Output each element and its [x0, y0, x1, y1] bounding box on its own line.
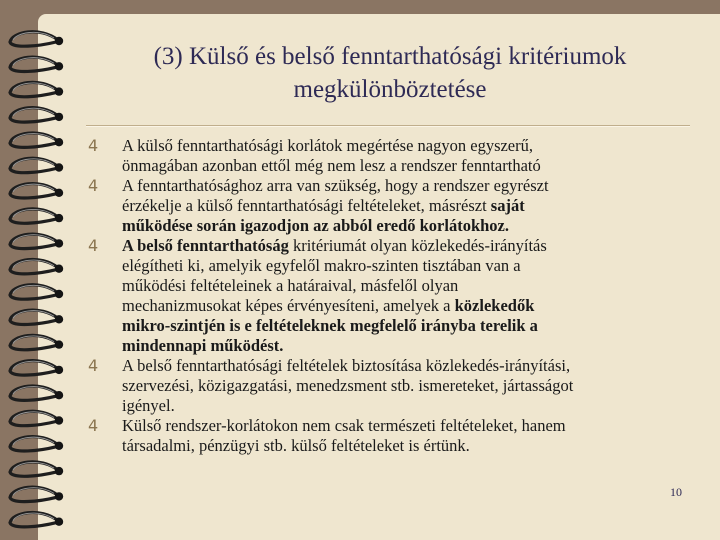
binding-hole — [55, 467, 63, 475]
bullet-line: működési feltételeinek a határaival, másfelől olyan — [122, 276, 459, 295]
binding-ring — [10, 462, 58, 476]
binding-hole — [55, 518, 63, 526]
bullet-item-4 — [88, 356, 680, 416]
bullet-line — [122, 236, 680, 256]
binding-ring — [10, 335, 58, 349]
bullet-item-1 — [88, 136, 680, 176]
binding-ring — [10, 487, 58, 501]
page-number: 10 — [670, 485, 682, 499]
bullet-emphasis: saját — [490, 196, 525, 215]
title-divider — [86, 125, 690, 127]
binding-ring — [10, 209, 58, 223]
bullet-marker-icon: 4 — [88, 176, 99, 195]
slide-title — [80, 40, 700, 106]
bullet-line: A külső fenntarthatósági korlátok megértése nagyon egyszerű, — [122, 136, 534, 155]
binding-ring — [10, 259, 58, 273]
bullet-line: társadalmi, pénzügyi stb. külső feltételeket is értünk. — [122, 436, 470, 455]
binding-ring — [10, 32, 58, 46]
bullet-text: kritériumát olyan közlekedés-irányítás — [288, 236, 547, 255]
bullet-item-2 — [88, 176, 680, 236]
bullet-line — [122, 196, 680, 216]
binding-ring — [10, 386, 58, 400]
binding-ring — [10, 82, 58, 96]
bullet-item-5 — [88, 416, 680, 456]
bullet-line: mikro-szintjén is e feltételeknek megfelelő irányba terelik a — [122, 316, 538, 335]
binding-ring — [10, 184, 58, 198]
binding-ring — [10, 234, 58, 248]
binding-ring — [10, 310, 58, 324]
binding-ring — [10, 437, 58, 451]
binding-hole — [55, 189, 63, 197]
binding-hole — [55, 37, 63, 45]
binding-hole — [55, 391, 63, 399]
title-line-1: (3) Külső és belső fenntarthatósági kritériumok — [153, 43, 627, 70]
bullet-marker-icon: 4 — [88, 356, 99, 375]
binding-hole — [55, 492, 63, 500]
binding-ring — [10, 57, 58, 71]
bullet-list — [88, 136, 680, 456]
bullet-line: A fenntarthatósághoz arra van szükség, hogy a rendszer egyrészt — [122, 176, 549, 195]
bullet-text: érzékelje a külső fenntarthatósági feltételeket, másrészt — [122, 196, 491, 215]
binding-ring — [10, 411, 58, 425]
bullet-line: elégítheti ki, amelyik egyfelől makro-szinten tisztában van a — [122, 256, 521, 275]
spiral-binding — [0, 0, 80, 540]
bullet-line — [122, 296, 680, 316]
bullet-marker-icon: 4 — [88, 236, 99, 255]
bullet-line: Külső rendszer-korlátokon nem csak természeti feltételeket, hanem — [122, 416, 566, 435]
binding-hole — [55, 442, 63, 450]
binding-hole — [55, 62, 63, 70]
binding-ring — [10, 361, 58, 375]
binding-ring — [10, 512, 58, 526]
binding-hole — [55, 214, 63, 222]
bullet-marker-icon: 4 — [88, 416, 99, 435]
bullet-line: igényel. — [122, 396, 175, 415]
binding-hole — [55, 315, 63, 323]
bullet-text: mechanizmusokat képes érvényesíteni, amelyek a — [122, 296, 455, 315]
binding-hole — [55, 290, 63, 298]
binding-hole — [55, 366, 63, 374]
bullet-emphasis: ság — [265, 236, 289, 255]
binding-ring — [10, 158, 58, 172]
bullet-line: mindennapi működést. — [122, 336, 284, 355]
binding-ring — [10, 133, 58, 147]
binding-hole — [55, 163, 63, 171]
bullet-emphasis: A belső fenntartható — [122, 236, 266, 255]
binding-hole — [55, 239, 63, 247]
binding-hole — [55, 265, 63, 273]
binding-hole — [55, 416, 63, 424]
bullet-line: önmagában azonban ettől még nem lesz a rendszer fenntartható — [122, 156, 541, 175]
title-line-2: megkülönböztetése — [293, 76, 487, 103]
binding-ring — [10, 108, 58, 122]
bullet-marker-icon: 4 — [88, 136, 99, 155]
binding-ring — [10, 285, 58, 299]
binding-hole — [55, 138, 63, 146]
bullet-item-3 — [88, 236, 680, 356]
binding-hole — [55, 87, 63, 95]
bullet-line: szervezési, közigazgatási, menedzsment stb. ismereteket, jártasságot — [122, 376, 574, 395]
bullet-line: A belső fenntarthatósági feltételek biztosítása közlekedés-irányítási, — [122, 356, 571, 375]
bullet-emphasis: közlekedők — [454, 296, 535, 315]
binding-hole — [55, 340, 63, 348]
binding-hole — [55, 113, 63, 121]
bullet-line: működése során igazodjon az abból eredő korlátokhoz. — [122, 216, 510, 235]
